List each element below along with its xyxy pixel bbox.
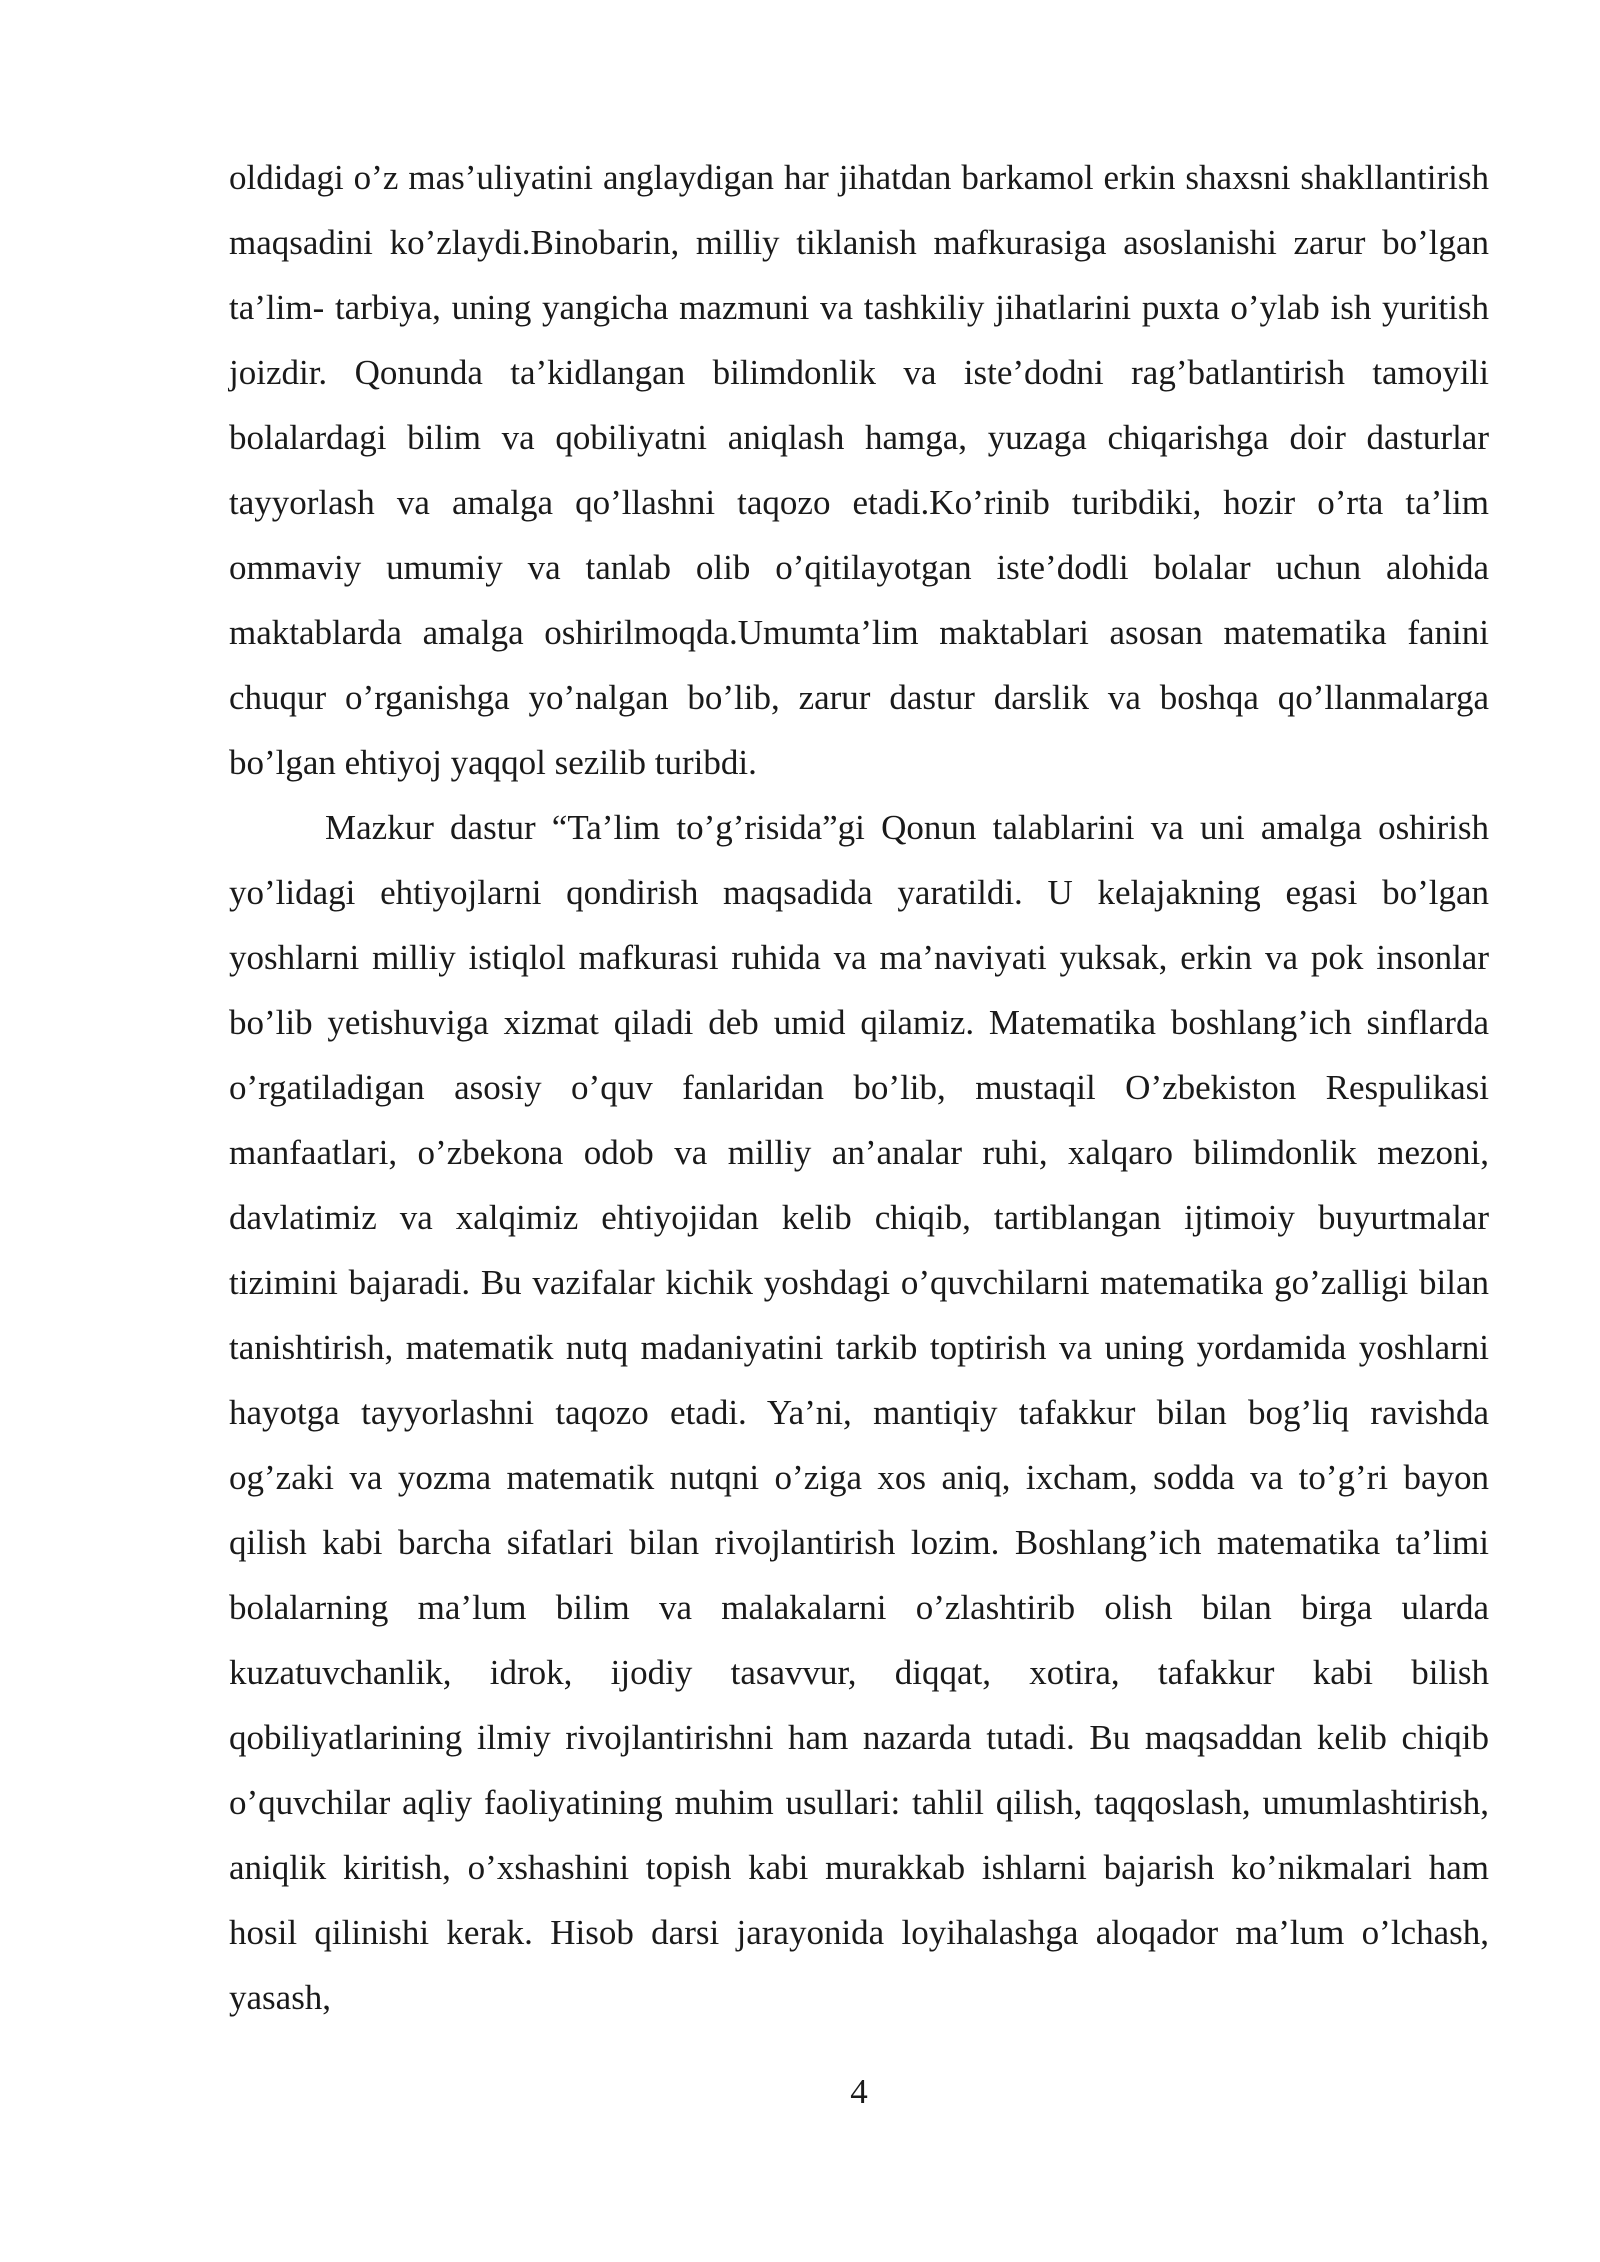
paragraph-1: oldidagi o’z mas’uliyatini anglaydigan har jihatdan barkamol erkin shaxsni shakllantirish maqsadini ko’zlaydi.Binobarin, milliy tiklanish mafkurasiga asoslanishi zarur bo’lgan ta’lim- tarbiya, uning yangicha mazmuni va tashkiliy jihatlarini puxta o’ylab ish yuritish joizdir. Qonunda ta’kidlangan bilimdonlik va iste’dodni rag’batlantirish tamoyili bolalardagi bilim va qobiliyatni aniqlash hamga, yuzaga chiqarishga doir dasturlar tayyorlash va amalga qo’llashni taqozo etadi.Ko’rinib turibdiki, hozir o’rta ta’lim ommaviy umumiy va tanlab olib o’qitilayotgan iste’dodli bolalar uchun alohida maktablarda amalga oshirilmoqda.Umumta’lim maktablari asosan matematika fanini chuqur o’rganishga yo’nalgan bo’lib, zarur dastur darslik va boshqa qo’llanmalarga bo’lgan ehtiyoj yaqqol sezilib turibdi.	[229, 158, 1489, 782]
page-body	[229, 145, 1489, 2030]
page-number: 4	[850, 2072, 868, 2111]
paragraph-2: Mazkur dastur “Ta’lim to’g’risida”gi Qonun talablarini va uni amalga oshirish yo’lidagi ehtiyojlarni qondirish maqsadida yaratildi. U kelajakning egasi bo’lgan yoshlarni milliy istiqlol mafkurasi ruhida va ma’naviyati yuksak, erkin va pok insonlar bo’lib yetishuviga xizmat qiladi deb umid qilamiz. Matematika boshlang’ich sinflarda o’rgatiladigan asosiy o’quv fanlaridan bo’lib, mustaqil O’zbekiston Respulikasi manfaatlari, o’zbekona odob va milliy an’analar ruhi, xalqaro bilimdonlik mezoni, davlatimiz va xalqimiz ehtiyojidan kelib chiqib, tartiblangan ijtimoiy buyurtmalar tizimini bajaradi. Bu vazifalar kichik yoshdagi o’quvchilarni matematika go’zalligi bilan tanishtirish, matematik nutq madaniyatini tarkib toptirish va uning yordamida yoshlarni hayotga tayyorlashni taqozo etadi. Ya’ni, mantiqiy tafakkur bilan bog’liq ravishda og’zaki va yozma matematik nutqni o’ziga xos aniq, ixcham, sodda va to’g’ri bayon qilish kabi barcha sifatlari bilan rivojlantirish lozim. Boshlang’ich matematika ta’limi bolalarning ma’lum bilim va malakalarni o’zlashtirib olish bilan birga ularda kuzatuvchanlik, idrok, ijodiy tasavvur, diqqat, xotira, tafakkur kabi bilish qobiliyatlarining ilmiy rivojlantirishni ham nazarda tutadi. Bu maqsaddan kelib chiqib o’quvchilar aqliy faoliyatining muhim usullari: tahlil qilish, taqqoslash, umumlashtirish, aniqlik kiritish, o’xshashini topish kabi murakkab ishlarni bajarish ko’nikmalari ham hosil qilinishi kerak. Hisob darsi jarayonida loyihalashga aloqador ma’lum o’lchash, yasash,	[229, 808, 1489, 2017]
